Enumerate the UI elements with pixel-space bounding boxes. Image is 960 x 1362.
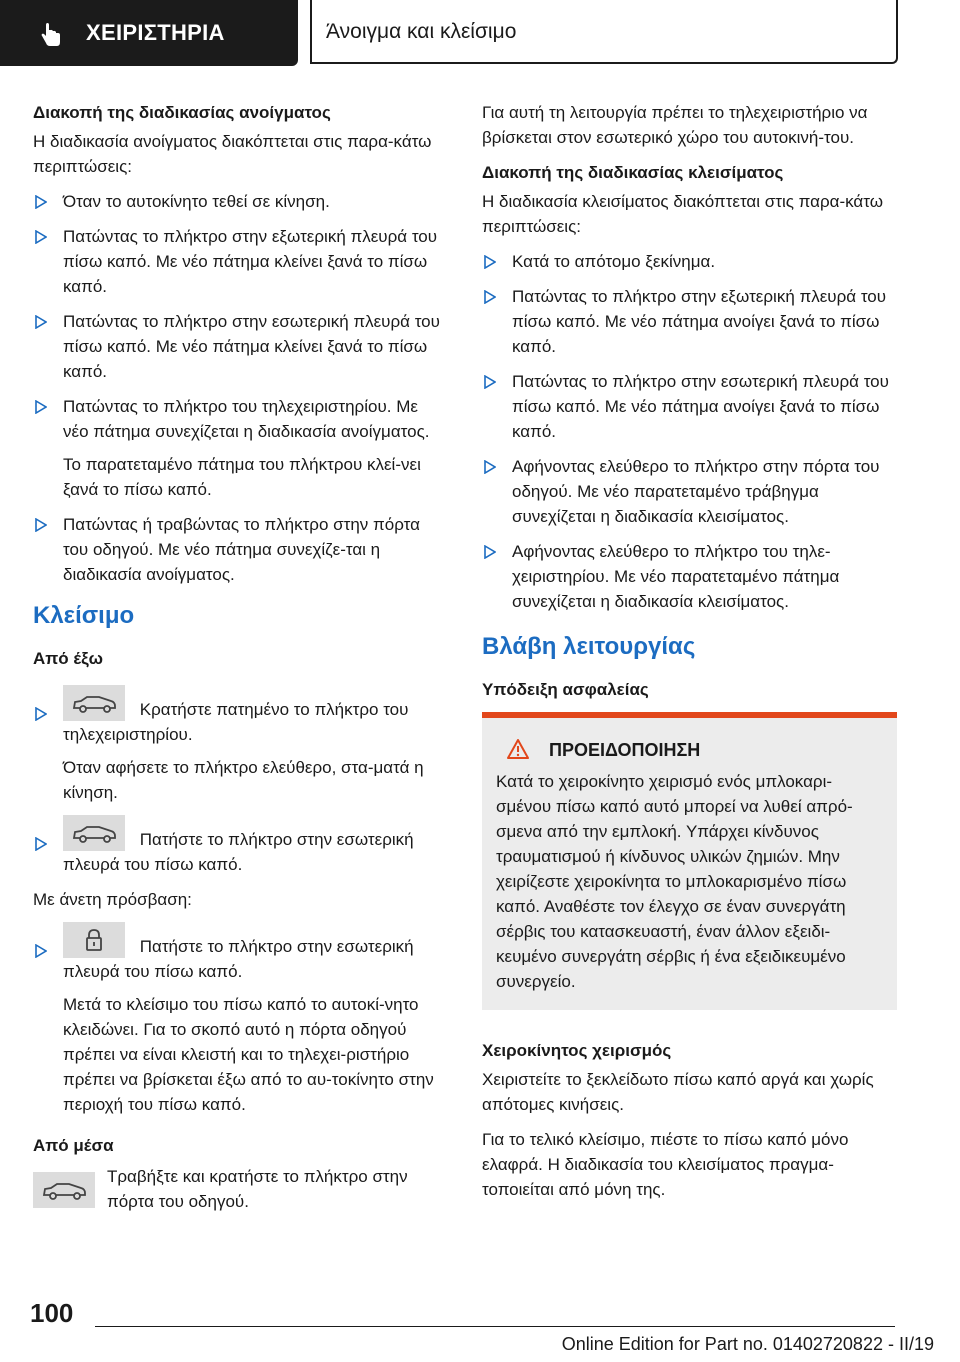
list-item: Πατώντας το πλήκτρο στην εξωτερική πλευρά του πίσω καπό. Με νέο πάτημα κλείνει ξανά το πίσω καπό. — [33, 224, 448, 299]
closing-heading: Κλείσιμο — [33, 602, 135, 629]
list-item: Πατώντας το πλήκτρο στην εσωτερική πλευρά του πίσω καπό. Με νέο πάτημα ανοίγει ξανά το πίσω καπό. — [482, 369, 897, 444]
bullet-triangle-icon — [35, 518, 47, 532]
car-trunk-button-icon — [63, 685, 125, 721]
lock-button-icon — [63, 922, 125, 958]
car-trunk-button-icon — [33, 1172, 95, 1208]
list-item: Όταν το αυτοκίνητο τεθεί σε κίνηση. — [33, 189, 448, 214]
car-trunk-button-icon — [63, 815, 125, 851]
chapter-tab — [0, 0, 298, 66]
page-number: 100 — [30, 1298, 74, 1328]
list-item: Κατά το απότομο ξεκίνημα. — [482, 249, 897, 274]
page-header — [0, 0, 960, 66]
section-tab — [310, 0, 898, 64]
manual-heading: Χειροκίνητος χειρισμός — [482, 1041, 672, 1060]
warning-title-row — [496, 738, 883, 763]
list-item: Αφήνοντας ελεύθερο το πλήκτρο του τηλε-χειριστηρίου. Με νέο παρατεταμένο πάτημα συνεχίζεται η διαδικασία κλεισίματος. — [482, 539, 897, 614]
bullet-triangle-icon — [484, 290, 496, 304]
bullet-triangle-icon — [484, 375, 496, 389]
interrupt-open-heading: Διακοπή της διαδικασίας ανοίγματος — [33, 103, 331, 122]
safety-heading: Υπόδειξη ασφαλείας — [482, 680, 649, 699]
hand-pointer-icon — [38, 22, 64, 48]
inside-instruction: Τραβήξτε και κρατήστε το πλήκτρο στην πόρτα του οδηγού. — [33, 1164, 448, 1214]
warning-text: Κατά το χειροκίνητο χειρισμό ενός μπλοκαρι-σμένου πίσω καπό αυτό μπορεί να λυθεί απρό-σμενα από την εμπλοκή. Υπάρχει κίνδυνος τραυματισμού ή κίνδυνος υλικών ζημιών. Μην χειρίζεστε χειροκίνητα το μπλοκαρισμένο πίσω καπό. Αναθέστε τον έλεγχο σε έναν συνεργάτη σέρβις του κατασκευαστή, έναν άλλον εξειδι-κευμένο συνεργάτη σέρβις ή ένα εξειδικευμένο συνεργείο. — [496, 772, 853, 991]
outside-item1-note: Όταν αφήσετε το πλήκτρο ελεύθερο, στα-ματά η κίνηση. — [63, 758, 424, 802]
bullet-triangle-icon — [35, 195, 47, 209]
remote-note: Το παρατεταμένο πάτημα του πλήκτρου κλεί-νει ξανά το πίσω καπό. — [63, 455, 421, 499]
list-item: Πατήστε το πλήκτρο στην εσωτερική πλευρά του πίσω καπό. — [33, 922, 448, 984]
list-item: Κρατήστε πατημένο το πλήκτρο του τηλεχειριστηρίου. — [33, 685, 448, 747]
list-item: Αφήνοντας ελεύθερο το πλήκτρο στην πόρτα του οδηγού. Με νέο παρατεταμένο τράβηγμα συνεχίζεται η διαδικασία κλεισίματος. — [482, 454, 897, 529]
list-item: Πατώντας το πλήκτρο στην εξωτερική πλευρά του πίσω καπό. Με νέο πάτημα ανοίγει ξανά το πίσω καπό. — [482, 284, 897, 359]
bullet-triangle-icon — [35, 837, 47, 851]
bullet-triangle-icon — [35, 707, 47, 721]
list-item: Πατώντας ή τραβώντας το πλήκτρο στην πόρτα του οδηγού. Με νέο πάτημα συνεχίζε-ται η διαδικασία ανοίγματος. — [33, 512, 448, 587]
bullet-triangle-icon — [484, 460, 496, 474]
interrupt-close-intro: Η διαδικασία κλεισίματος διακόπτεται στις παρα-κάτω περιπτώσεις: — [482, 192, 883, 236]
left-column — [33, 100, 448, 1214]
warning-box — [482, 712, 897, 1010]
comfort-note: Μετά το κλείσιμο του πίσω καπό το αυτοκί-νητο κλειδώνει. Για το σκοπό αυτό η πόρτα οδηγού πρέπει να είναι κλειστή και το τηλεχει-ριστήριο πρέπει να βρίσκεται έξω από το αυ-τοκίνητο στην περιοχή του πίσω καπό. — [63, 995, 434, 1114]
footer-divider — [95, 1326, 895, 1327]
interrupt-open-intro: Η διαδικασία ανοίγματος διακόπτεται στις παρα-κάτω περιπτώσεις: — [33, 132, 432, 176]
bullet-triangle-icon — [35, 315, 47, 329]
list-item: Πατήστε το πλήκτρο στην εσωτερική πλευρά του πίσω καπό. — [33, 815, 448, 877]
comfort-access-label: Με άνετη πρόσβαση: — [33, 890, 192, 909]
list-item: Πατώντας το πλήκτρο στην εσωτερική πλευρά του πίσω καπό. Με νέο πάτημα κλείνει ξανά το πίσω καπό. — [33, 309, 448, 384]
bullet-triangle-icon — [35, 230, 47, 244]
list-item: Πατώντας το πλήκτρο του τηλεχειριστηρίου. Με νέο πάτημα συνεχίζεται η διαδικασία ανοίγματος. — [33, 394, 448, 444]
right-column — [482, 100, 897, 1212]
inside-heading: Από μέσα — [33, 1136, 114, 1155]
remote-inside-note: Για αυτή τη λειτουργία πρέπει το τηλεχειριστήριο να βρίσκεται στον εσωτερικό χώρο του αυτοκινή-του. — [482, 103, 868, 147]
manual-text-1: Χειριστείτε το ξεκλείδωτο πίσω καπό αργά και χωρίς απότομες κινήσεις. — [482, 1070, 874, 1114]
section-title: Άνοιγμα και κλείσιμο — [326, 20, 517, 43]
outside-heading: Από έξω — [33, 649, 104, 668]
interrupt-close-heading: Διακοπή της διαδικασίας κλεισίματος — [482, 163, 784, 182]
warning-title: ΠΡΟΕΙΔΟΠΟΙΗΣΗ — [549, 740, 701, 760]
manual-text-2: Για το τελικό κλείσιμο, πιέστε το πίσω καπό μόνο ελαφρά. Η διαδικασία του κλεισίματος πραγμα-τοποιείται από μόνη της. — [482, 1130, 849, 1199]
malfunction-heading: Βλάβη λειτουργίας — [482, 633, 696, 660]
bullet-triangle-icon — [484, 545, 496, 559]
bullet-triangle-icon — [35, 944, 47, 958]
bullet-triangle-icon — [484, 255, 496, 269]
chapter-title: ΧΕΙΡΙΣΤΗΡΙΑ — [86, 20, 225, 45]
warning-triangle-icon — [506, 738, 530, 760]
bullet-triangle-icon — [35, 400, 47, 414]
edition-label: Online Edition for Part no. 01402720822 - II/19 — [561, 1334, 934, 1354]
